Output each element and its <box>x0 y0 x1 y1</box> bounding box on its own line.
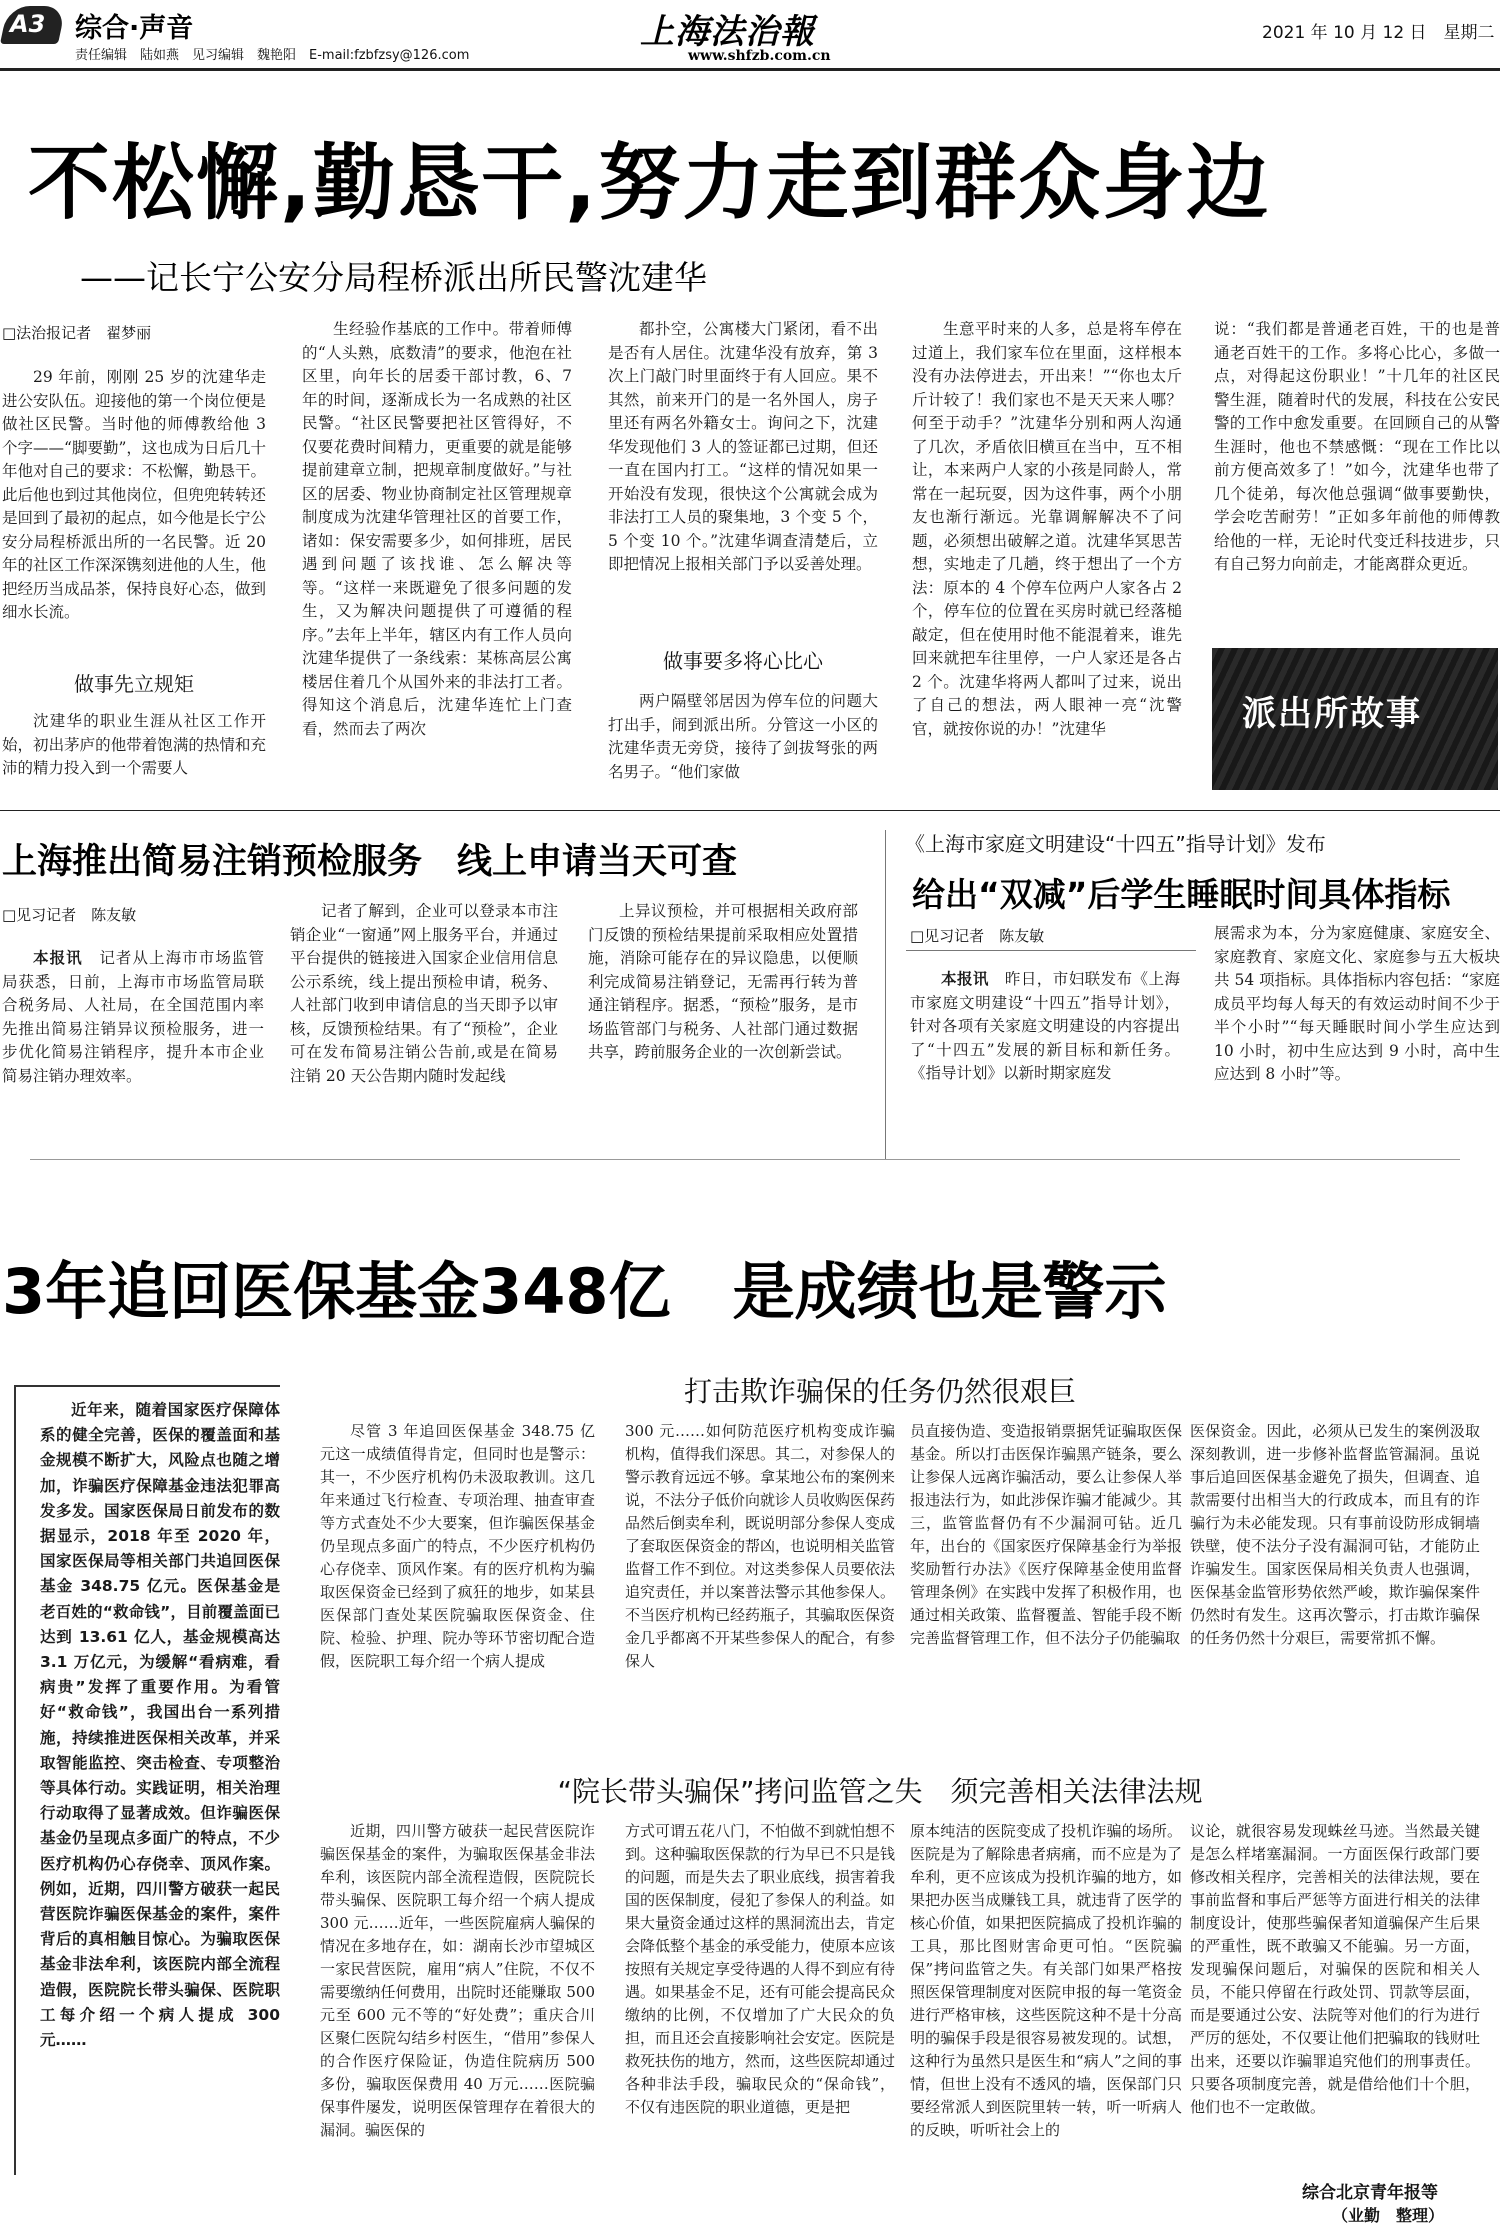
lead-col5: 说：“我们都是普通老百姓，干的也是普通老百姓干的工作。多将心比心，多做一点，对得起这份职业！”十几年的社区民警生涯，随着时代的发展，科技在公安民警的工作中愈发重要。在回顾自己的从警生涯时，他也不禁感慨：“现在工作比以前方便高效多了！”如今，沈建华也带了几个徒弟，每次他总强调“做事要勤快，学会吃苦耐劳！”正如多年前他的师傅教给他的一样，无论时代变迁科技进步，只有自己努力向前走，才能离群众更近。 <box>1214 320 1500 573</box>
badge-title: 派出所故事 <box>1242 694 1422 734</box>
a2-headline: 上海推出简易注销预检服务 线上申请当天可查 <box>2 842 738 882</box>
a4-lower-col2: 方式可谓五花八门，不怕做不到就怕想不到。这种骗取医保款的行为早已不只是钱的问题，而是失去了职业底线，损害着我国的医保制度，侵犯了参保人的利益。如果大量资金通过这样的黑洞流出去，肯定会降低整个基金的承受能力，使原本应该按照有关规定享受待遇的人得不到应有待遇。如果基金不足，还有可能会提高民众缴纳的比例，不仅增加了广大民众的负担，而且还会直接影响社会安定。医院是救死扶伤的地方，然而，这些医院却通过各种非法手段，骗取民众的“保命钱”，不仅有违医院的职业道德，更是把 <box>625 1822 895 2116</box>
section-title: 综合·声音 <box>75 13 194 44</box>
a4-headline: 3年追回医保基金348亿 是成绩也是警示 <box>2 1255 1167 1328</box>
header-rule <box>0 68 1500 71</box>
a4-upper-col3: 员直接伪造、变造报销票据凭证骗取医保基金。所以打击医保诈骗黑产链条，要么让参保人远离诈骗活动，要么让参保人举报违法行为，如此涉保诈骗才能减少。其三，监管监督仍有不少漏洞可钻。近几年，出台的《国家医疗保障基金行为举报奖励暂行办法》《医疗保障基金使用监督管理条例》在实践中发挥了积极作用，也通过相关政策、监督覆盖、智能手段不断完善监督管理工作，但不法分子仍能骗取 <box>910 1422 1182 1647</box>
lead-subhead-1: 做事先立规矩 <box>74 672 194 696</box>
a4-lower-col1: 近期，四川警方破获一起民营医院诈骗医保基金的案件，为骗取医保基金非法牟利，该医院内部全流程造假，医院院长带头骗保、医院职工每介绍一个病人提成 300 元……近年，一些医院雇病人骗保的情况在多地存在，如：湖南长沙市望城区一家民营医院，雇用“病人”住院，不仅不需要缴纳任何费用，出院时还能赚取 500 元至 600 元不等的“好处费”；重庆合川区聚仁医院勾结乡村医生，“借用”参保人的合作医疗保险证，伪造住院病历 500 多份，骗取医保费用 40 万元……医院骗保事件屡发，说明医保管理存在着很大的漏洞。骗医保的 <box>320 1822 595 2139</box>
a4-subhead-1: 打击欺诈骗保的任务仍然很艰巨 <box>683 1375 1076 1408</box>
a4-upper-col2: 300 元……如何防范医疗机构变成诈骗机构，值得我们深思。其二，对参保人的警示教育远远不够。拿某地公布的案例来说，不法分子低价向就诊人员收购医保药品然后倒卖牟利，既说明部分参保人变成了套取医保资金的帮凶，也说明相关监管监督工作不到位。对这类参保人员要依法追究责任，并以案普法警示其他参保人。不当医疗机构已经药瓶子，其骗取医保资金几乎都离不开某些参保人的配合，有参保人 <box>625 1422 895 1670</box>
a2-col3: 上异议预检，并可根据相关政府部门反馈的预检结果提前采取相应处置措施，消除可能存在的异议隐患，以便顺利完成简易注销登记，无需再行转为普通注销程序。据悉，“预检”服务，是市场监管部门与税务、人社部门通过数据共享，跨前服务企业的一次创新尝试。 <box>588 902 858 1061</box>
lead-col2: 生经验作基底的工作中。带着师傅的“人头熟，底数清”的要求，他泡在社区里，向年长的居委干部讨教，6、7 年的时间，逐渐成长为一名成熟的社区民警。“社区民警要把社区管得好，不仅要花费时间精力，更重要的就是能够提前建章立制，把规章制度做好。”与社区的居委、物业协商制定社区管理规章制度成为沈建华管理社区的首要工作，诸如：保安需要多少，如何排班，居民遇到问题了该找谁、怎么解决等等。“这样一来既避免了很多问题的发生，又为解决问题提供了可遵循的程序。”去年上半年，辖区内有工作人员向沈建华提供了一条线索：某栋高层公寓楼居住着几个从国外来的非法打工者。得知这个消息后，沈建华连忙上门查看，然而去了两次 <box>302 320 572 738</box>
a2-lead-tag: 本报讯 <box>33 949 83 967</box>
a2-col1: 本报讯 记者从上海市市场监管局获悉，日前，上海市市场监管局联合税务局、人社局，在全国范围内率先推出简易注销异议预检服务，进一步优化简易注销程序，提升本市企业简易注销办理效率。 <box>2 949 264 1085</box>
column-badge <box>1212 648 1498 790</box>
a2-col2: 记者了解到，企业可以登录本市注销企业“一窗通”网上服务平台，并通过平台提供的链接进入国家企业信用信息公示系统，线上提出预检申请，税务、人社部门收到申请信息的当天即予以审核，反馈预检结果。有了“预检”，企业可在发布简易注销公告前,或是在简易注销 20 天公告期内随时发起线 <box>290 902 558 1085</box>
a4-upper-col4: 医保资金。因此，必须从已发生的案例汲取深刻教训，进一步修补监督监管漏洞。虽说事后追回医保基金避免了损失，但调查、追款需要付出相当大的行政成本，而且有的诈骗行为未必能发现。只有事前设防形成铜墙铁壁，使不法分子没有漏洞可钻，才能防止诈骗发生。国家医保局相关负责人也强调，医保基金监管形势依然严峻，欺诈骗保案件仍然时有发生。这再次警示，打击欺诈骗保的任务仍然十分艰巨，需要常抓不懈。 <box>1190 1422 1480 1647</box>
a2-byline: □见习记者 陈友敏 <box>2 906 137 924</box>
a4-upper-col1: 尽管 3 年追回医保基金 348.75 亿元这一成绩值得肯定，但同时也是警示：其一，不少医疗机构仍未汲取教训。这几年来通过飞行检查、专项治理、抽查审查等方式查处不少大要案，但诈骗医保基金仍呈现点多面广的特点，不少医疗机构仍心存侥幸、顶风作案。有的医疗机构为骗取医保资金已经到了疯狂的地步，如某县医保部门查处某医院骗取医保资金、住院、检验、护理、院办等环节密切配合造假，医院职工每介绍一个病人提成 <box>320 1422 595 1670</box>
lead-col4: 生意平时来的人多，总是将车停在过道上，我们家车位在里面，这样根本没有办法停进去，开出来！”“你也太斤斤计较了！我们家也不是天天来人哪？何至于动手？”沈建华分别和两人沟通了几次，矛盾依旧横亘在当中，互不相让，本来两户人家的小孩是同龄人，常常在一起玩耍，因为这件事，两个小朋友也渐行渐远。光靠调解解决不了问题，必须想出破解之道。沈建华冥思苦想，实地走了几趟，终于想出了一个方法：原本的 4 个停车位两户人家各占 2 个，停车位的位置在买房时就已经落槌敲定，但在使用时他不能混着来，谁先回来就把车往里停，一户人家还是各占 2 个。沈建华将两人都叫了过来，说出了自己的想法，两人眼神一亮“沈警官，就按你说的办！”沈建华 <box>912 320 1182 738</box>
a3-byline-rule <box>906 950 1196 951</box>
page-number: A3 <box>10 10 46 38</box>
a3-lead-tag: 本报讯 <box>941 970 989 988</box>
site-url: www.shfzb.com.cn <box>688 48 831 64</box>
a3-byline: □见习记者 陈友敏 <box>910 927 1045 945</box>
a4-subhead-2: “院长带头骗保”拷问监管之失 须完善相关法律法规 <box>557 1775 1203 1808</box>
a4-lower-col4: 议论，就很容易发现蛛丝马迹。当然最关键是怎么样堵塞漏洞。一方面医保行政部门要修改相关程序，完善相关的法律法规，要在事前监督和事后严惩等方面进行相关的法律制度设计，使那些骗保者知道骗保产生后果的严重性，既不敢骗又不能骗。另一方面，发现骗保问题后，对骗保的医院和相关人员，不能只停留在行政处罚、罚款等层面，而是要通过公安、法院等对他们的行为进行严厉的惩处，不仅要让他们把骗取的钱财吐出来，还要以诈骗罪追究他们的刑事责任。只要各项制度完善，就是借给他们十个胆，他们也不一定敢做。 <box>1190 1822 1480 2116</box>
lead-headline: 不松懈,勤恳干,努力走到群众身边 <box>28 136 1271 231</box>
staff-credits: 责任编辑 陆如燕 见习编辑 魏艳阳 E-mail:fzbfzsy@126.com <box>75 48 470 63</box>
mid-rule <box>30 1159 1460 1160</box>
a4-sidebar: 近年来，随着国家医疗保障体系的健全完善，医保的覆盖面和基金规模不断扩大，风险点也随之增加，诈骗医疗保障基金违法犯罪高发多发。国家医保局日前发布的数据显示，2018 年至 2020 年，国家医保局等相关部门共追回医保基金 348.75 亿元。医保基金是老百姓的“救命钱”，目前覆盖面已达到 13.61 亿人，基金规模高达 3.1 万亿元，为缓解“看病难，看病贵”发挥了重要作用。为看管好“救命钱”，我国出台一系列措施，持续推进医保相关改革，并采取智能监控、突击检查、专项整治等具体行动。实践证明，相关治理行动取得了显著成效。但诈骗医保基金仍呈现点多面广的特点，不少医疗机构仍心存侥幸、顶风作案。例如，近期，四川警方破获一起民营医院诈骗医保基金的案件，案件背后的真相触目惊心。为骗取医保基金非法牟利，该医院内部全流程造假，医院院长带头骗保、医院职工每介绍一个病人提成 300 元…… <box>40 1401 280 2050</box>
a2-divider <box>885 830 886 1160</box>
lead-subhead-2: 做事要多将心比心 <box>663 649 823 673</box>
a3-kicker: 《上海市家庭文明建设“十四五”指导计划》发布 <box>905 832 1326 856</box>
a3-col2: 展需求为本，分为家庭健康、家庭安全、家庭教育、家庭文化、家庭参与五大板块共 54 项指标。具体指标内容包括：“家庭成员平均每人每天的有效运动时间不少于半个小时”“每天睡眠时间小学生应达到 10 小时，初中生应达到 9 小时，高中生应达到 8 小时”等。 <box>1214 924 1500 1083</box>
lead-col3-a: 都扑空，公寓楼大门紧闭，看不出是否有人居住。沈建华没有放弃，第 3 次上门敲门时里面终于有人回应。果不其然，前来开门的是一名外国人，房子里还有两名外籍女士。询问之下，沈建华发现他们 3 人的签证都已过期，但还一直在国内打工。“这样的情况如果一开始没有发现，很快这个公寓就会成为非法打工人员的聚集地，3 个变 5 个，5 个变 10 个。”沈建华调查清楚后，立即把情况上报相关部门予以妥善处理。 <box>608 320 878 573</box>
lead-col1-a: 29 年前，刚刚 25 岁的沈建华走进公安队伍。迎接他的第一个岗位便是做社区民警。当时他的师傅教给他 3 个字——“脚要勤”，这也成为日后几十年他对自己的要求：不松懈，勤恳干。此后他也到过其他岗位，但兜兜转转还是回到了最初的起点，如今他是长宁公安分局程桥派出所的一名民警。近 20 年的社区工作深深镌刻进他的人生，他把经历当成品茶，保持良好心态，做到细水长流。 <box>2 368 266 621</box>
masthead-logo: 上海法治報 <box>640 12 815 52</box>
issue-date: 2021 年 10 月 12 日 星期二 <box>1262 23 1495 43</box>
lead-bottom-rule <box>0 810 1500 811</box>
lead-col3-b: 两户隔壁邻居因为停车位的问题大打出手，闹到派出所。分管这一小区的沈建华责无旁贷，接待了剑拔弩张的两名男子。“他们家做 <box>608 692 878 781</box>
lead-subheadline: ——记长宁公安分局程桥派出所民警沈建华 <box>80 258 707 297</box>
a3-headline: 给出“双减”后学生睡眠时间具体指标 <box>912 875 1451 914</box>
a3-col1: 本报讯 昨日，市妇联发布《上海市家庭文明建设“十四五”指导计划》，针对各项有关家庭文明建设的内容提出了“十四五”发展的新目标和新任务。《指导计划》以新时期家庭发 <box>910 970 1180 1082</box>
a4-credit: 综合北京青年报等 <box>1302 2183 1438 2203</box>
lead-byline: □法治报记者 翟梦丽 <box>2 324 152 342</box>
lead-col1-b: 沈建华的职业生涯从社区工作开始，初出茅庐的他带着饱满的热情和充沛的精力投入到一个需要人 <box>2 712 266 777</box>
a4-credit-editor: （业勤 整理） <box>1332 2206 1445 2225</box>
a4-lower-col3: 原本纯洁的医院变成了投机诈骗的场所。医院是为了解除患者病痛，而不应是为了牟利，更不应该成为投机诈骗的地方，如果把办医当成赚钱工具，就违背了医学的核心价值，如果把医院搞成了投机诈骗的工具，那比图财害命更可怕。“医院骗保”拷问监管之失。有关部门如果严格按照医保管理制度对医院申报的每一笔资金进行严格审核，这些医院这种不是十分高明的骗保手段是很容易被发现的。试想，这种行为虽然只是医生和“病人”之间的事情，但世上没有不透风的墙，医保部门只要经常派人到医院里转一转，听一听病人的反映，听听社会上的 <box>910 1822 1182 2139</box>
